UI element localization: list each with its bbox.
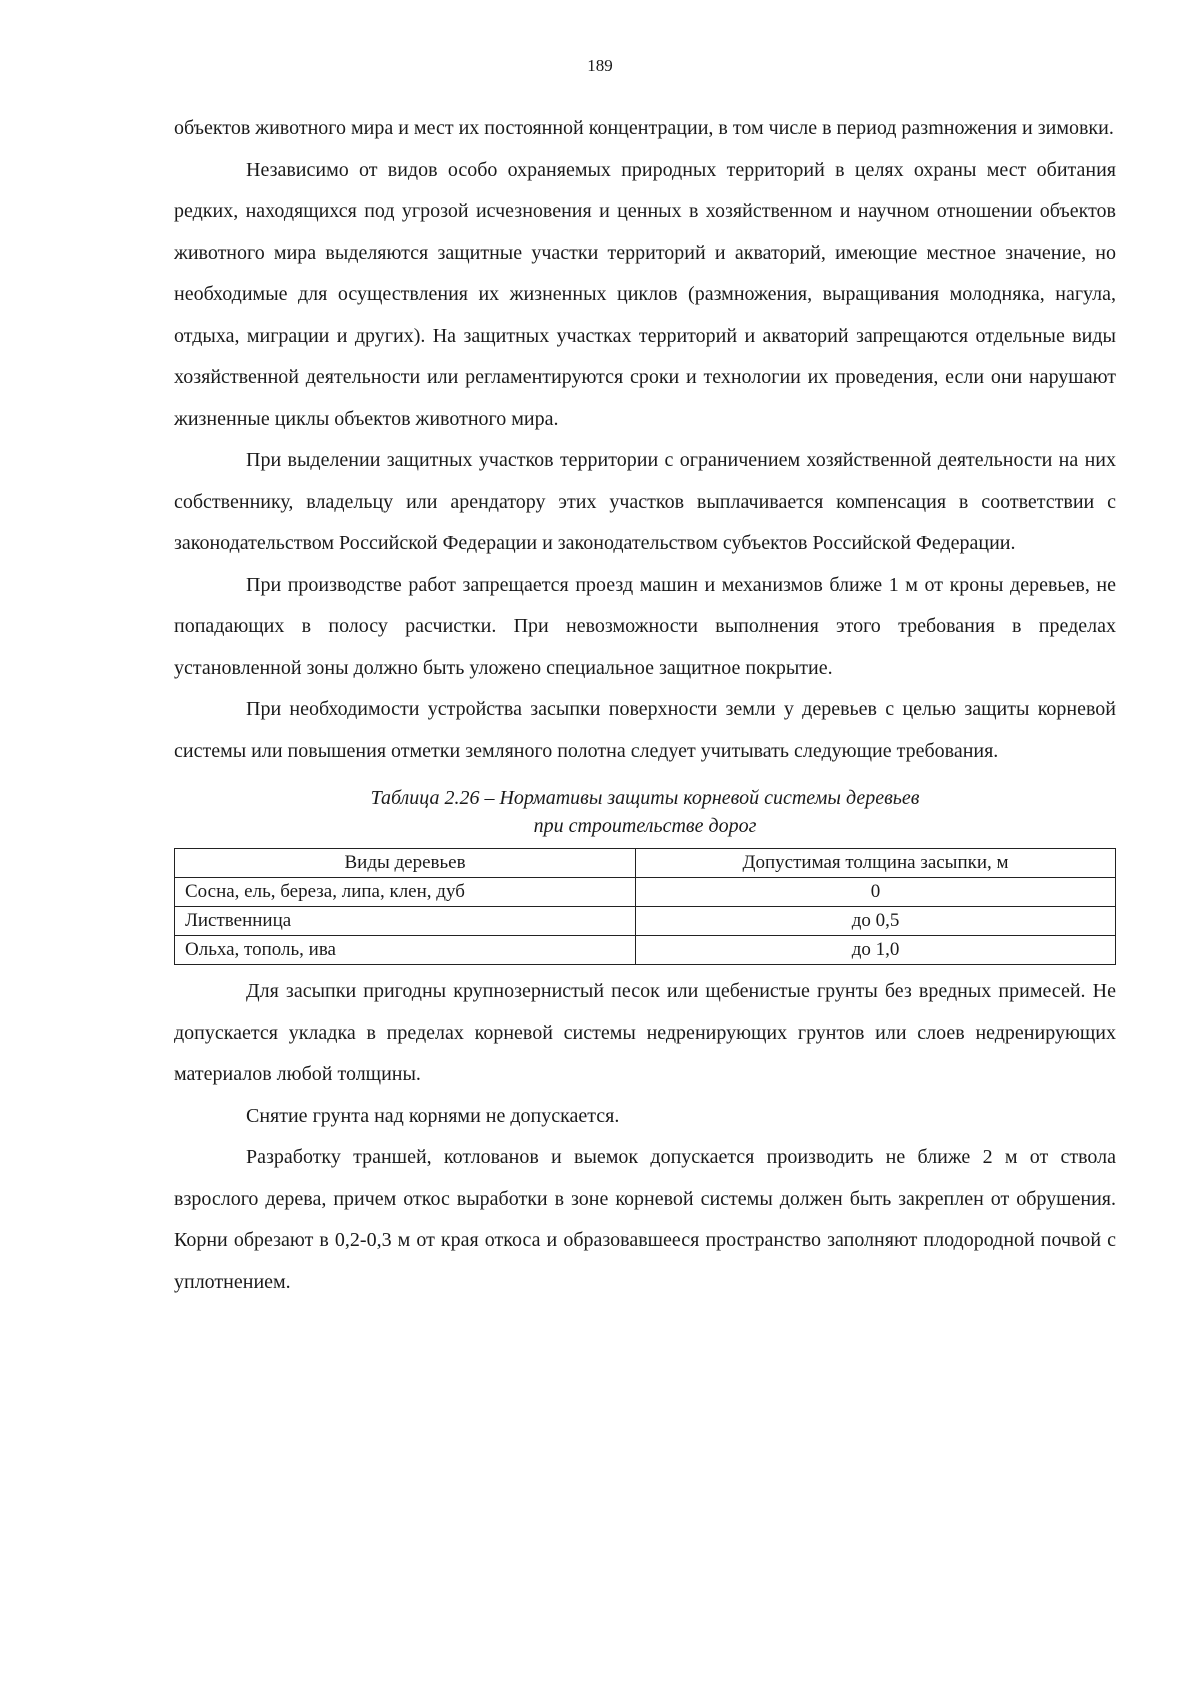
- table-cell-value: 0: [636, 878, 1116, 907]
- table-header-row: [175, 849, 1116, 878]
- paragraph-6: Для засыпки пригодны крупнозернистый песок или щебенистые грунты без вредных примесей. Не допускается укладка в пределах корневой системы недренирующих грунтов или слоев недренирующих материалов любой толщины.: [174, 980, 1116, 1085]
- paragraph-5: При необходимости устройства засыпки поверхности земли у деревьев с целью защиты корневой системы или повышения отметки земляного полотна следует учитывать следующие требования.: [174, 698, 1116, 762]
- table-cell-value: до 0,5: [636, 907, 1116, 936]
- table-caption-line-2: при строительстве дорог: [533, 815, 757, 837]
- table-header-type: Виды деревьев: [175, 849, 636, 878]
- table-cell-type: Ольха, тополь, ива: [175, 936, 636, 965]
- table-caption-line-1: Таблица 2.26 – Нормативы защиты корневой системы деревьев: [370, 787, 920, 809]
- document-body: [174, 108, 1116, 1303]
- table-header-value: Допустимая толщина засыпки, м: [636, 849, 1116, 878]
- paragraph-1: объектов животного мира и мест их постоянной концентрации, в том числе в период разmножения и зимовки.: [174, 117, 1114, 139]
- page-number: 189: [587, 56, 613, 75]
- paragraph-8: Разработку траншей, котлованов и выемок допускается производить не ближе 2 м от ствола взрослого дерева, причем откос выработки в зоне корневой системы должен быть закреплен от обрушения. Корни обрезают в 0,2-0,3 м от края откоса и образовавшееся пространство заполняют плодородной почвой с уплотнением.: [174, 1146, 1116, 1293]
- paragraph-2: Независимо от видов особо охраняемых природных территорий в целях охраны мест обитания редких, находящихся под угрозой исчезновения и ценных в хозяйственном и научном отношении объектов животного мира выделяются защитные участки территорий и акваторий, имеющие местное значение, но необходимые для осуществления их жизненных циклов (размножения, выращивания молодняка, нагула, отдыха, миграции и других). На защитных участках территорий и акваторий запрещаются отдельные виды хозяйственной деятельности или регламентируются сроки и технологии их проведения, если они нарушают жизненные циклы объектов животного мира.: [174, 158, 1116, 430]
- paragraph-7: Снятие грунта над корнями не допускается.: [246, 1104, 620, 1127]
- norm-table: [174, 848, 1116, 965]
- table-block: [174, 784, 1116, 965]
- table-row: [175, 907, 1116, 936]
- paragraph-3: При выделении защитных участков территории с ограничением хозяйственной деятельности на них собственнику, владельцу или арендатору этих участков выплачивается компенсация в соответствии с законодательством Российской Федерации и законодательством субъектов Российской Федерации.: [174, 449, 1116, 554]
- table-cell-type: Сосна, ель, береза, липа, клен, дуб: [175, 878, 636, 907]
- table-cell-value: до 1,0: [636, 936, 1116, 965]
- paragraph-4: При производстве работ запрещается проезд машин и механизмов ближе 1 м от кроны деревьев, не попадающих в полосу расчистки. При невозможности выполнения этого требования в пределах установленной зоны должно быть уложено специальное защитное покрытие.: [174, 573, 1116, 679]
- table-row: [175, 936, 1116, 965]
- table-row: [175, 878, 1116, 907]
- table-cell-type: Лиственница: [175, 907, 636, 936]
